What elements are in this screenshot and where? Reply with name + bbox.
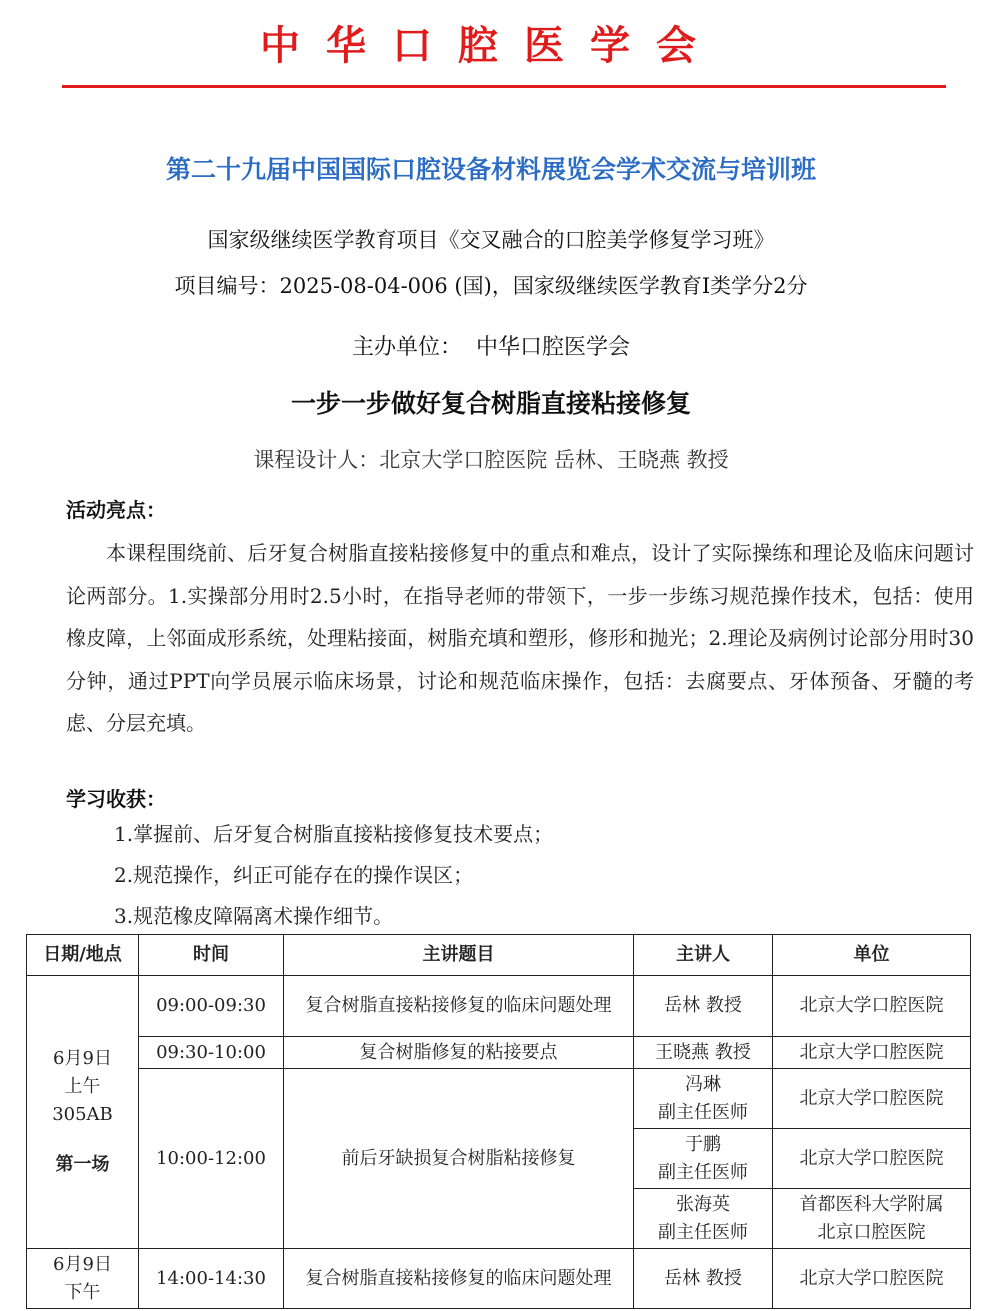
unit-cell: 北京大学口腔医院 bbox=[773, 1037, 971, 1069]
speaker-cell: 王晓燕 教授 bbox=[634, 1037, 773, 1069]
topic-cell: 复合树脂直接粘接修复的临床问题处理 bbox=[284, 1249, 634, 1309]
topic-cell: 复合树脂修复的粘接要点 bbox=[284, 1037, 634, 1069]
session2-date-cell bbox=[27, 1249, 139, 1309]
session2-period: 下午 bbox=[64, 1281, 101, 1303]
gains-heading: 学习收获： bbox=[66, 787, 166, 811]
time-cell: 09:30-10:00 bbox=[139, 1037, 284, 1069]
session1-date: 6月9日 bbox=[53, 1048, 112, 1069]
speaker-name: 冯琳 bbox=[685, 1073, 721, 1095]
time-cell: 14:00-14:30 bbox=[139, 1249, 284, 1309]
speaker-title: 副主任医师 bbox=[658, 1221, 748, 1243]
header-divider bbox=[62, 85, 946, 88]
session1-period: 上午 bbox=[64, 1076, 101, 1097]
unit-cell: 北京大学口腔医院 bbox=[773, 1249, 971, 1309]
unit-line: 首都医科大学附属 bbox=[799, 1193, 944, 1215]
speaker-cell bbox=[634, 1129, 773, 1189]
gains-list bbox=[114, 814, 553, 937]
unit-line: 北京口腔医院 bbox=[817, 1221, 926, 1243]
table-row bbox=[27, 976, 971, 1037]
topic-cell: 前后牙缺损复合树脂粘接修复 bbox=[284, 1069, 634, 1249]
highlights-heading: 活动亮点： bbox=[66, 498, 166, 522]
unit-cell: 北京大学口腔医院 bbox=[773, 1069, 971, 1129]
gain-item: 2.规范操作，纠正可能存在的操作误区； bbox=[114, 863, 474, 887]
session1-date-cell bbox=[27, 976, 139, 1249]
course-designer: 课程设计人：北京大学口腔医院 岳林、王晓燕 教授 bbox=[253, 448, 729, 472]
speaker-title: 副主任医师 bbox=[658, 1161, 748, 1183]
project-name: 国家级继续医学教育项目《交叉融合的口腔美学修复学习班》 bbox=[207, 228, 775, 252]
project-number: 项目编号：2025-08-04-006 (国)，国家级继续医学教育I类学分2分 bbox=[174, 274, 808, 298]
table-row bbox=[27, 1069, 971, 1129]
unit-cell bbox=[773, 1189, 971, 1249]
speaker-name: 于鹏 bbox=[685, 1133, 721, 1155]
unit-cell: 北京大学口腔医院 bbox=[773, 1129, 971, 1189]
time-cell: 09:00-09:30 bbox=[139, 976, 284, 1037]
org-title: 中华口腔医学会 bbox=[260, 23, 722, 69]
table-row bbox=[27, 1249, 971, 1309]
session1-room: 305AB bbox=[52, 1104, 113, 1125]
session2-date: 6月9日 bbox=[53, 1253, 112, 1275]
speaker-cell: 岳林 教授 bbox=[634, 976, 773, 1037]
speaker-cell: 岳林 教授 bbox=[634, 1249, 773, 1309]
table-header-row bbox=[27, 935, 971, 976]
header-time: 时间 bbox=[139, 935, 284, 976]
header-topic: 主讲题目 bbox=[284, 935, 634, 976]
host-organization: 主办单位： 中华口腔医学会 bbox=[352, 335, 630, 360]
header-speaker: 主讲人 bbox=[634, 935, 773, 976]
speaker-name: 张海英 bbox=[676, 1193, 730, 1215]
course-title: 一步一步做好复合树脂直接粘接修复 bbox=[290, 389, 691, 418]
speaker-cell bbox=[634, 1069, 773, 1129]
event-title: 第二十九届中国国际口腔设备材料展览会学术交流与培训班 bbox=[165, 155, 816, 184]
unit-cell: 北京大学口腔医院 bbox=[773, 976, 971, 1037]
speaker-cell bbox=[634, 1189, 773, 1249]
time-cell: 10:00-12:00 bbox=[139, 1069, 284, 1249]
gain-item: 3.规范橡皮障隔离术操作细节。 bbox=[114, 904, 394, 928]
header-unit: 单位 bbox=[773, 935, 971, 976]
speaker-title: 副主任医师 bbox=[658, 1101, 748, 1123]
table-row bbox=[27, 1037, 971, 1069]
gain-item: 1.掌握前、后牙复合树脂直接粘接修复技术要点； bbox=[114, 822, 554, 846]
highlights-paragraph: 本课程围绕前、后牙复合树脂直接粘接修复中的重点和难点，设计了实际操练和理论及临床问题讨论两部分。1.实操部分用时2.5小时，在指导老师的带领下，一步一步练习规范操作技术，包括：使用橡皮障，上邻面成形系统，处理粘接面，树脂充填和塑形，修形和抛光；2.理论及病例讨论部分用时30分钟，通过PPT向学员展示临床场景，讨论和规范临床操作，包括：去腐要点、牙体预备、牙髓的考虑、分层充填。 bbox=[66, 541, 974, 735]
header-date-location: 日期/地点 bbox=[27, 935, 139, 976]
session1-label: 第一场 bbox=[55, 1154, 110, 1175]
schedule-table bbox=[26, 934, 971, 1309]
topic-cell: 复合树脂直接粘接修复的临床问题处理 bbox=[284, 976, 634, 1037]
